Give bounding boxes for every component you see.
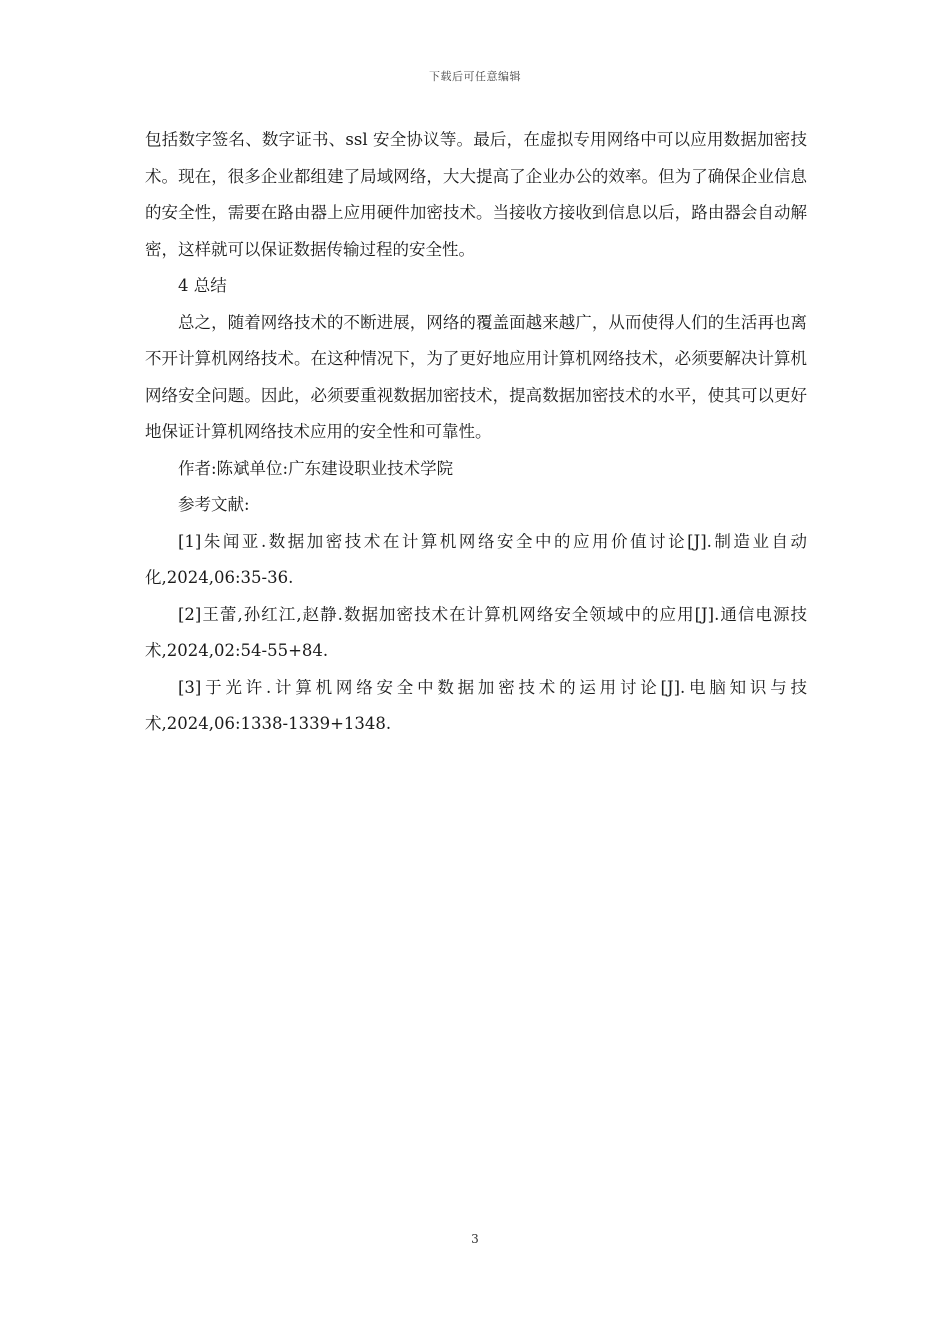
reference-item: [1]朱闻亚.数据加密技术在计算机网络安全中的应用价值讨论[J].制造业自动化,2024,06:35-36. [145, 531, 807, 587]
references-heading: 参考文献: [178, 495, 250, 514]
paragraph-continuation: 包括数字签名、数字证书、ssl 安全协议等。最后，在虚拟专用网络中可以应用数据加密技术。现在，很多企业都组建了局域网络，大大提高了企业办公的效率。但为了确保企业信息的安全性，需要在路由器上应用硬件加密技术。当接收方接收到信息以后，路由器会自动解密，这样就可以保证数据传输过程的安全性。 [145, 130, 807, 259]
author-info: 作者:陈斌单位:广东建设职业技术学院 [178, 458, 454, 478]
reference-item: [3]于光许.计算机网络安全中数据加密技术的运用讨论[J].电脑知识与技术,2024,06:1338-1339+1348. [145, 677, 807, 733]
page-header: 下载后可任意编辑 [429, 70, 521, 83]
page-number: 3 [471, 1232, 479, 1246]
reference-item: [2]王蕾,孙红江,赵静.数据加密技术在计算机网络安全领域中的应用[J].通信电源技术,2024,02:54-55+84. [145, 604, 807, 660]
section-heading-conclusion: 4 总结 [178, 276, 227, 295]
document-body [145, 122, 807, 743]
paragraph-conclusion: 总之，随着网络技术的不断进展，网络的覆盖面越来越广，从而使得人们的生活再也离不开计算机网络技术。在这种情况下，为了更好地应用计算机网络技术，必须要解决计算机网络安全问题。因此，必须要重视数据加密技术，提高数据加密技术的水平，使其可以更好地保证计算机网络技术应用的安全性和可靠性。 [145, 312, 807, 441]
